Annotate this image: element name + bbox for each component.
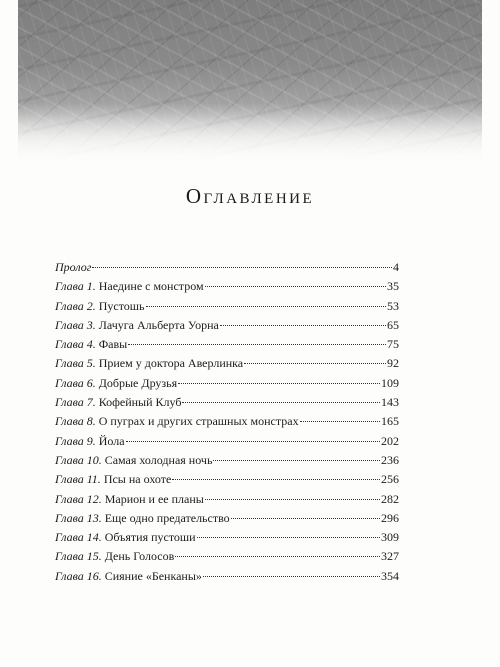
page-number: 35 bbox=[387, 279, 399, 294]
toc-entry-text bbox=[55, 432, 125, 451]
chapter-label: Глава 15. bbox=[55, 549, 102, 564]
dot-leader bbox=[126, 441, 380, 442]
toc-entry-text bbox=[55, 470, 171, 489]
dot-leader bbox=[128, 344, 386, 345]
page-number: 202 bbox=[381, 433, 399, 448]
dot-leader bbox=[244, 363, 386, 364]
page-number: 354 bbox=[381, 568, 399, 583]
table-of-contents bbox=[55, 258, 399, 586]
toc-entry[interactable] bbox=[55, 451, 399, 470]
toc-entry-text bbox=[55, 374, 177, 393]
toc-entry[interactable] bbox=[55, 258, 399, 277]
toc-entry-text bbox=[55, 316, 219, 335]
toc-entry[interactable] bbox=[55, 528, 399, 547]
chapter-label: Глава 3. bbox=[55, 317, 96, 332]
toc-entry[interactable] bbox=[55, 374, 399, 393]
chapter-title: Прием у доктора Аверлинка bbox=[98, 356, 244, 371]
page-number: 256 bbox=[381, 472, 399, 487]
page-number: 282 bbox=[381, 491, 399, 506]
chapter-title: Наедине с монстром bbox=[98, 279, 204, 294]
dot-leader bbox=[231, 518, 380, 519]
chapter-title: Кофейный Клуб bbox=[98, 395, 182, 410]
toc-entry[interactable] bbox=[55, 354, 399, 373]
page-number: 109 bbox=[381, 375, 399, 390]
dot-leader bbox=[172, 479, 380, 480]
chapter-label: Глава 4. bbox=[55, 337, 96, 352]
dot-leader bbox=[213, 460, 380, 461]
chapter-title: Лачуга Альберта Уорна bbox=[98, 317, 219, 332]
chapter-title: О пуграх и других страшных монстрах bbox=[98, 414, 299, 429]
chapter-title: Псы на охоте bbox=[103, 472, 172, 487]
toc-entry-text bbox=[55, 509, 230, 528]
toc-entry[interactable] bbox=[55, 490, 399, 509]
page-number: 75 bbox=[387, 337, 399, 352]
dot-leader bbox=[92, 267, 392, 268]
dot-leader bbox=[205, 286, 386, 287]
toc-entry-text bbox=[55, 490, 204, 509]
chapter-title: Добрые Друзья bbox=[98, 375, 178, 390]
dot-leader bbox=[203, 576, 380, 577]
dot-leader bbox=[182, 402, 380, 403]
chapter-label: Пролог bbox=[55, 260, 92, 274]
chapter-label: Глава 2. bbox=[55, 298, 96, 313]
toc-entry[interactable] bbox=[55, 316, 399, 335]
toc-entry[interactable] bbox=[55, 277, 399, 296]
toc-entry[interactable] bbox=[55, 335, 399, 354]
chapter-label: Глава 8. bbox=[55, 414, 96, 429]
toc-entry-text bbox=[55, 412, 299, 431]
toc-entry[interactable] bbox=[55, 567, 399, 586]
chapter-title: Объятия пустоши bbox=[104, 530, 196, 545]
dot-leader bbox=[197, 537, 380, 538]
toc-entry-text bbox=[55, 567, 202, 586]
page-title: Оглавление bbox=[185, 184, 315, 208]
toc-entry[interactable] bbox=[55, 509, 399, 528]
toc-entry-text bbox=[55, 258, 91, 277]
chapter-label: Глава 1. bbox=[55, 279, 96, 294]
chapter-label: Глава 13. bbox=[55, 510, 102, 525]
header-illustration bbox=[18, 0, 482, 163]
page-number: 4 bbox=[393, 260, 399, 274]
chapter-title: Марион и ее планы bbox=[104, 491, 204, 506]
toc-entry[interactable] bbox=[55, 547, 399, 566]
page-number: 143 bbox=[381, 395, 399, 410]
toc-entry-text bbox=[55, 277, 204, 296]
chapter-title: Еще одно предательство bbox=[104, 510, 230, 525]
toc-entry-text bbox=[55, 547, 174, 566]
toc-entry[interactable] bbox=[55, 470, 399, 489]
dot-leader bbox=[175, 556, 380, 557]
chapter-title: Фавы bbox=[98, 337, 128, 352]
page-number: 296 bbox=[381, 510, 399, 525]
dot-leader bbox=[300, 421, 380, 422]
chapter-label: Глава 10. bbox=[55, 452, 102, 467]
dot-leader bbox=[220, 325, 386, 326]
toc-entry-text bbox=[55, 451, 212, 470]
chapter-label: Глава 16. bbox=[55, 568, 102, 583]
page-number: 53 bbox=[387, 298, 399, 313]
page-number: 327 bbox=[381, 549, 399, 564]
chapter-label: Глава 12. bbox=[55, 491, 102, 506]
page-number: 309 bbox=[381, 530, 399, 545]
toc-entry-text bbox=[55, 528, 196, 547]
page-number: 65 bbox=[387, 317, 399, 332]
page-number: 236 bbox=[381, 452, 399, 467]
dot-leader bbox=[178, 383, 380, 384]
chapter-title: Сияние «Бенканы» bbox=[104, 568, 202, 583]
chapter-label: Глава 7. bbox=[55, 395, 96, 410]
toc-entry[interactable] bbox=[55, 297, 399, 316]
chapter-label: Глава 11. bbox=[55, 472, 101, 487]
toc-entry-text bbox=[55, 354, 243, 373]
chapter-label: Глава 6. bbox=[55, 375, 96, 390]
chapter-title: Пустошь bbox=[98, 298, 145, 313]
chapter-label: Глава 9. bbox=[55, 433, 96, 448]
dot-leader bbox=[205, 499, 380, 500]
chapter-title: Самая холодная ночь bbox=[104, 452, 213, 467]
toc-entry[interactable] bbox=[55, 412, 399, 431]
page-number: 92 bbox=[387, 356, 399, 371]
chapter-title: Йола bbox=[98, 433, 125, 448]
toc-entry[interactable] bbox=[55, 393, 399, 412]
chapter-label: Глава 14. bbox=[55, 530, 102, 545]
toc-entry-text bbox=[55, 393, 181, 412]
chapter-title: День Голосов bbox=[104, 549, 175, 564]
toc-entry-text bbox=[55, 335, 127, 354]
toc-entry[interactable] bbox=[55, 432, 399, 451]
page-number: 165 bbox=[381, 414, 399, 429]
chapter-label: Глава 5. bbox=[55, 356, 96, 371]
dot-leader bbox=[146, 306, 387, 307]
toc-entry-text bbox=[55, 297, 145, 316]
